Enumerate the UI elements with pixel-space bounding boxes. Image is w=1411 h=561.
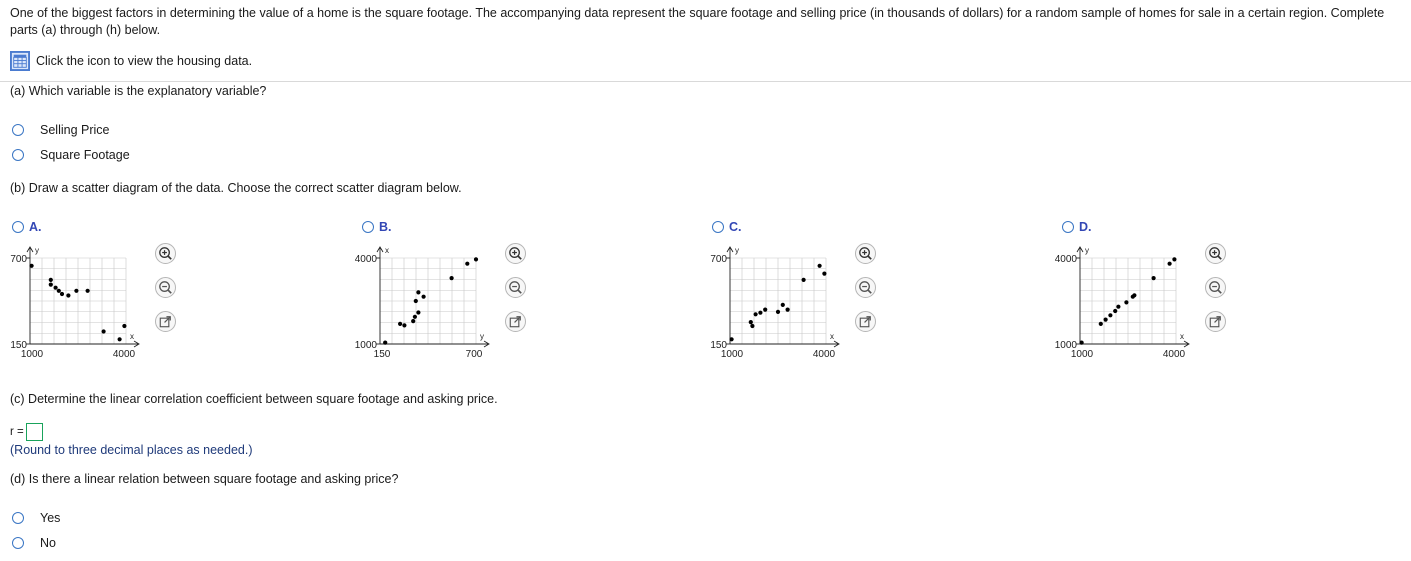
- zoom-out-button[interactable]: [155, 277, 176, 298]
- data-point: [1172, 257, 1176, 261]
- x-tick-label-left: 1000: [720, 349, 744, 360]
- zoom-in-button[interactable]: [1205, 243, 1226, 264]
- data-point: [749, 320, 753, 324]
- data-point: [1116, 305, 1120, 309]
- table-icon[interactable]: [10, 51, 30, 71]
- scatter-plot-a: [2, 242, 147, 372]
- data-point: [474, 257, 478, 261]
- data-point: [49, 278, 53, 282]
- data-point: [49, 283, 53, 287]
- radio-button[interactable]: [12, 124, 24, 136]
- axes: [726, 247, 839, 347]
- data-point: [1132, 293, 1136, 297]
- radio-button[interactable]: [12, 221, 24, 233]
- choice-d[interactable]: [1062, 220, 1092, 234]
- open-new-window-button[interactable]: [505, 311, 526, 332]
- data-point: [74, 289, 78, 293]
- plot-tools: [155, 243, 176, 332]
- part-d-option-yes[interactable]: [12, 511, 60, 525]
- data-point: [781, 303, 785, 307]
- choice-letter: C.: [729, 220, 742, 234]
- option-label: Selling Price: [40, 123, 110, 137]
- zoom-in-button[interactable]: [855, 243, 876, 264]
- x-axis-letter: x: [830, 332, 834, 341]
- data-point: [402, 323, 406, 327]
- housing-data-link[interactable]: [10, 51, 252, 71]
- data-point: [1124, 300, 1128, 304]
- plot-tools: [505, 243, 526, 332]
- radio-button[interactable]: [712, 221, 724, 233]
- data-point: [1108, 313, 1112, 317]
- zoom-in-icon[interactable]: [156, 244, 175, 263]
- data-point: [66, 293, 70, 297]
- zoom-in-button[interactable]: [505, 243, 526, 264]
- choice-letter: B.: [379, 220, 392, 234]
- r-answer-input[interactable]: [26, 423, 43, 441]
- data-point: [1080, 341, 1084, 345]
- data-point: [30, 264, 34, 268]
- open-new-window-button[interactable]: [1205, 311, 1226, 332]
- radio-button[interactable]: [12, 537, 24, 549]
- data-point: [411, 319, 415, 323]
- x-tick-label-left: 1000: [1070, 349, 1094, 360]
- x-axis-letter: y: [480, 332, 484, 341]
- axes: [26, 247, 139, 347]
- data-point: [730, 337, 734, 341]
- y-axis-letter: x: [385, 246, 389, 255]
- section-divider: [0, 81, 1411, 82]
- zoom-out-icon[interactable]: [1206, 278, 1225, 297]
- x-tick-label-right: 4000: [1162, 349, 1186, 360]
- x-axis-letter: x: [1180, 332, 1184, 341]
- open-new-window-icon[interactable]: [506, 312, 525, 331]
- zoom-out-icon[interactable]: [506, 278, 525, 297]
- y-axis-letter: y: [1085, 246, 1089, 255]
- data-point: [416, 290, 420, 294]
- grid: [1080, 258, 1176, 344]
- y-tick-label-top: 700: [10, 254, 27, 265]
- data-point: [1104, 318, 1108, 322]
- scatter-plot-c: [702, 242, 847, 372]
- x-tick-label-left: 1000: [20, 349, 44, 360]
- plot-tools: [1205, 243, 1226, 332]
- x-tick-label-right: 4000: [112, 349, 136, 360]
- data-point: [118, 337, 122, 341]
- x-tick-label-left: 150: [373, 349, 391, 360]
- data-point: [750, 324, 754, 328]
- data-point: [413, 315, 417, 319]
- x-tick-label-right: 700: [465, 349, 483, 360]
- data-point: [86, 289, 90, 293]
- zoom-out-icon[interactable]: [856, 278, 875, 297]
- choice-letter: A.: [29, 220, 42, 234]
- data-point: [450, 276, 454, 280]
- data-point: [1152, 276, 1156, 280]
- data-point: [1099, 322, 1103, 326]
- zoom-out-button[interactable]: [1205, 277, 1226, 298]
- data-point: [416, 310, 420, 314]
- data-point: [758, 311, 762, 315]
- data-point: [414, 299, 418, 303]
- data-point: [776, 310, 780, 314]
- data-point: [102, 329, 106, 333]
- problem-intro: One of the biggest factors in determining the value of a home is the square footage. The accompanying data represent the square footage and selling price (in thousands of dollars) for a random sample of homes for sale in a certain region. Complete parts (a) through (h) below.: [10, 6, 1385, 37]
- open-new-window-icon[interactable]: [156, 312, 175, 331]
- choice-letter: D.: [1079, 220, 1092, 234]
- y-tick-label-bottom: 1000: [1054, 340, 1077, 351]
- r-label: r =: [10, 426, 24, 438]
- data-point: [422, 295, 426, 299]
- data-point: [786, 308, 790, 312]
- radio-button[interactable]: [362, 221, 374, 233]
- data-point: [754, 312, 758, 316]
- option-label: Square Footage: [40, 148, 130, 162]
- choice-a[interactable]: [12, 220, 42, 234]
- y-tick-label-bottom: 150: [710, 340, 727, 351]
- choice-b[interactable]: [362, 220, 392, 234]
- zoom-out-button[interactable]: [505, 277, 526, 298]
- option-label: No: [40, 536, 56, 550]
- zoom-out-button[interactable]: [855, 277, 876, 298]
- part-d-question: (d) Is there a linear relation between square footage and asking price?: [10, 472, 399, 486]
- choice-c[interactable]: [712, 220, 742, 234]
- data-point: [122, 324, 126, 328]
- zoom-in-button[interactable]: [155, 243, 176, 264]
- data-point: [383, 341, 387, 345]
- plot-tools: [855, 243, 876, 332]
- x-tick-label-right: 4000: [812, 349, 836, 360]
- radio-button[interactable]: [12, 512, 24, 524]
- open-new-window-button[interactable]: [155, 311, 176, 332]
- open-new-window-icon[interactable]: [1206, 312, 1225, 331]
- y-tick-label-top: 4000: [1054, 254, 1077, 265]
- y-tick-label-bottom: 1000: [354, 340, 377, 351]
- data-point: [54, 286, 58, 290]
- axes: [376, 247, 489, 347]
- rounding-hint: (Round to three decimal places as needed.): [10, 443, 253, 457]
- part-a-option-selling-price[interactable]: [12, 123, 109, 137]
- grid: [730, 258, 826, 344]
- y-tick-label-top: 4000: [354, 254, 377, 265]
- y-axis-letter: y: [35, 246, 39, 255]
- zoom-in-icon[interactable]: [1206, 244, 1225, 263]
- radio-button[interactable]: [12, 149, 24, 161]
- scatter-plot-b: [352, 242, 497, 372]
- r-answer-row: [10, 423, 43, 441]
- grid: [380, 258, 476, 344]
- part-d-option-no[interactable]: [12, 536, 56, 550]
- housing-data-link-text[interactable]: Click the icon to view the housing data.: [36, 54, 253, 68]
- part-b-question: (b) Draw a scatter diagram of the data. Choose the correct scatter diagram below.: [10, 181, 462, 195]
- part-c-question: (c) Determine the linear correlation coefficient between square footage and asking price.: [10, 392, 498, 406]
- y-tick-label-top: 700: [710, 254, 727, 265]
- data-point: [1113, 309, 1117, 313]
- scatter-plot-d: [1052, 242, 1197, 372]
- data-point: [465, 262, 469, 266]
- x-axis-letter: x: [130, 332, 134, 341]
- data-point: [60, 292, 64, 296]
- data-point: [398, 322, 402, 326]
- data-point: [802, 278, 806, 282]
- data-point: [818, 264, 822, 268]
- open-new-window-button[interactable]: [855, 311, 876, 332]
- part-a-option-square-footage[interactable]: [12, 148, 130, 162]
- data-point: [57, 289, 61, 293]
- radio-button[interactable]: [1062, 221, 1074, 233]
- zoom-in-icon[interactable]: [506, 244, 525, 263]
- part-a-question: (a) Which variable is the explanatory variable?: [10, 84, 267, 98]
- grid: [30, 258, 126, 344]
- y-tick-label-bottom: 150: [10, 340, 27, 351]
- option-label: Yes: [40, 511, 61, 525]
- zoom-out-icon[interactable]: [156, 278, 175, 297]
- data-point: [1168, 262, 1172, 266]
- y-axis-letter: y: [735, 246, 739, 255]
- data-point: [822, 272, 826, 276]
- zoom-in-icon[interactable]: [856, 244, 875, 263]
- data-point: [763, 308, 767, 312]
- open-new-window-icon[interactable]: [856, 312, 875, 331]
